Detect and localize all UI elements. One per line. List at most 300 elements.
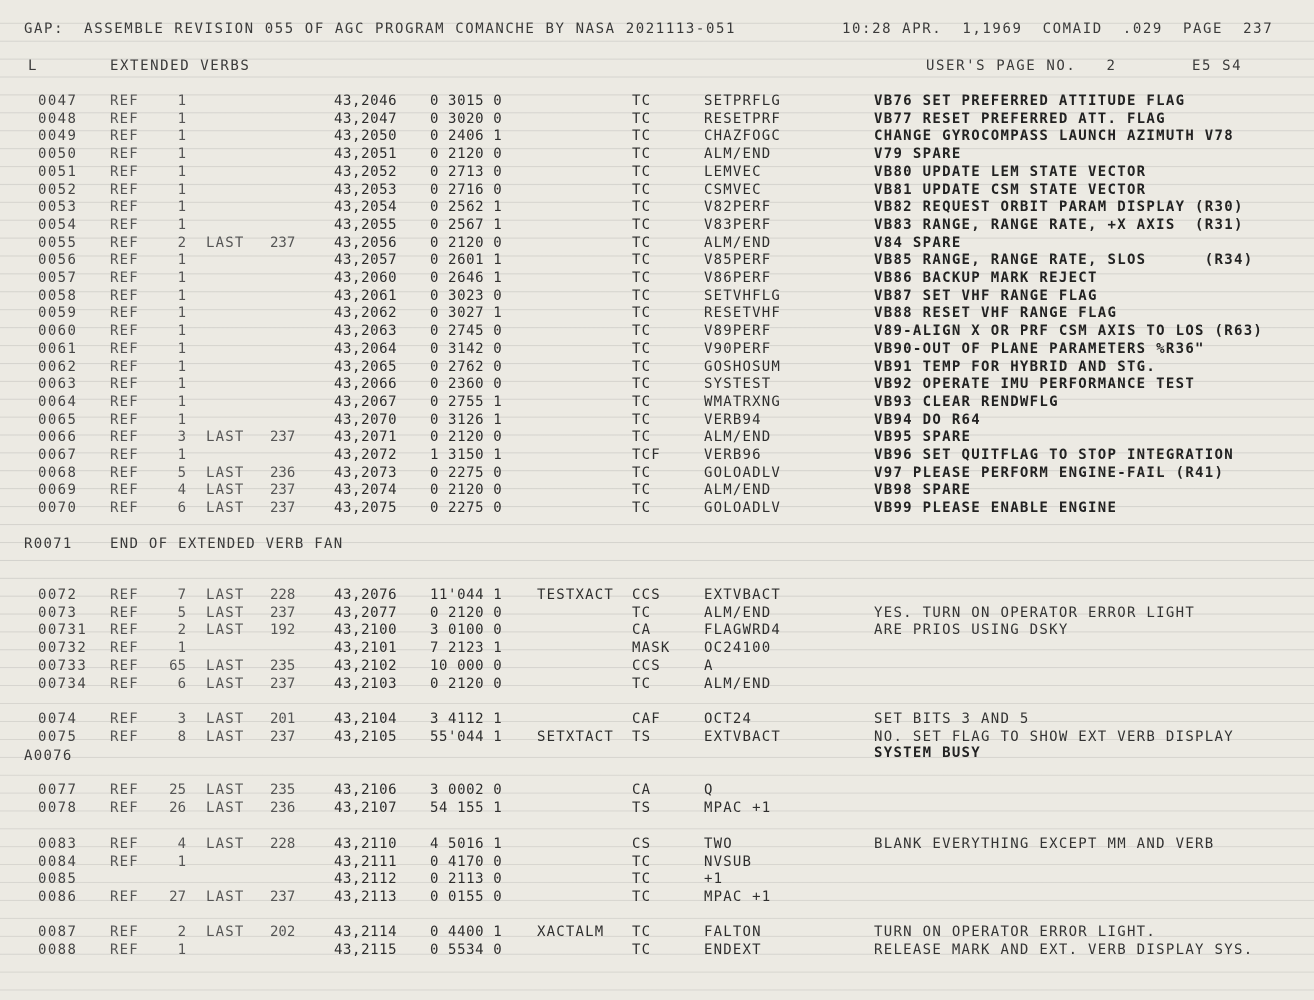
- row-seq: 0059: [38, 305, 78, 322]
- row-addr: 43,2057: [334, 252, 398, 269]
- row-addr: 43,2064: [334, 340, 398, 357]
- row-cmt: VB96 SET QUITFLAG TO STOP INTEGRATION: [874, 447, 1234, 463]
- listing-row: [0, 270, 1314, 288]
- row-seq: 0064: [38, 393, 78, 410]
- row-op: TC: [632, 393, 652, 410]
- row-pg: 236: [270, 799, 296, 816]
- row-operand: V90PERF: [704, 340, 772, 357]
- row-cmt: NO. SET FLAG TO SHOW EXT VERB DISPLAY: [874, 728, 1234, 745]
- row-cnt: 3: [177, 711, 186, 727]
- listing-row: [0, 146, 1314, 164]
- row-addr: 43,2065: [334, 358, 398, 375]
- row-pg: 237: [270, 234, 296, 251]
- row-cmt: VB81 UPDATE CSM STATE VECTOR: [874, 181, 1147, 198]
- row-addr: 43,2050: [334, 128, 398, 145]
- row-cnt: 1: [177, 447, 186, 463]
- row-code: 1 3150 1: [430, 447, 503, 463]
- row-ref: REF: [110, 464, 139, 481]
- row-addr: 43,2071: [334, 429, 398, 446]
- row-cmt: VB80 UPDATE LEM STATE VECTOR: [874, 163, 1147, 180]
- listing-row: [0, 359, 1314, 377]
- row-cnt: 1: [177, 199, 186, 216]
- row-seq: 0062: [38, 358, 78, 375]
- row-operand: ALM/END: [704, 234, 772, 251]
- row-operand: EXTVBACT: [704, 587, 782, 603]
- row-cmt: VB76 SET PREFERRED ATTITUDE FLAG: [874, 93, 1186, 109]
- row-code: 0 3020 0: [430, 110, 503, 127]
- listing-row: [0, 93, 1314, 111]
- row-operand: OCT24: [704, 711, 753, 727]
- row-code: 0 3023 0: [430, 287, 503, 304]
- row-cnt: 2: [177, 924, 186, 940]
- row-code: 0 2120 0: [430, 146, 503, 163]
- row-addr: 43,2051: [334, 146, 398, 163]
- row-cmt: VB94 DO R64: [874, 411, 982, 428]
- row-operand: FALTON: [704, 924, 762, 940]
- row-code: 0 2567 1: [430, 216, 503, 233]
- row-seq: 0088: [38, 941, 78, 958]
- row-ref: REF: [110, 234, 139, 251]
- row-code: 3 4112 1: [430, 711, 503, 727]
- row-ref: REF: [110, 216, 139, 233]
- row-addr: 43,2055: [334, 216, 398, 233]
- row-cmt: VB77 RESET PREFERRED ATT. FLAG: [874, 110, 1166, 127]
- row-operand: ALM/END: [704, 604, 772, 621]
- listing-row: [0, 252, 1314, 270]
- listing-row: [0, 429, 1314, 447]
- row-seq: 0055: [38, 234, 78, 251]
- row-operand: WMATRXNG: [704, 393, 782, 410]
- row-seq: 00734: [38, 675, 88, 692]
- row-addr: 43,2114: [334, 924, 398, 940]
- remark-comment: SYSTEM BUSY: [874, 745, 982, 761]
- row-op: TC: [632, 924, 652, 940]
- row-code: 4 5016 1: [430, 836, 503, 852]
- row-last: LAST: [206, 500, 245, 517]
- row-cnt: 1: [177, 941, 186, 958]
- row-pg: 237: [270, 429, 296, 446]
- row-seq: 0050: [38, 146, 78, 163]
- row-cnt: 7: [177, 587, 186, 603]
- row-seq: 0051: [38, 163, 78, 180]
- remark-text: END OF EXTENDED VERB FAN: [110, 536, 344, 552]
- row-operand: ALM/END: [704, 482, 772, 499]
- row-cnt: 4: [177, 836, 186, 852]
- listing-row: [0, 111, 1314, 129]
- row-cnt: 2: [177, 234, 186, 251]
- row-operand: A: [704, 657, 714, 674]
- row-addr: 43,2107: [334, 799, 398, 816]
- row-addr: 43,2076: [334, 587, 398, 603]
- row-cmt: SET BITS 3 AND 5: [874, 711, 1030, 727]
- row-last: LAST: [206, 782, 245, 798]
- row-ref: REF: [110, 340, 139, 357]
- row-code: 0 2120 0: [430, 604, 503, 621]
- listing-row: [0, 711, 1314, 729]
- row-op: TC: [632, 889, 652, 906]
- row-ref: REF: [110, 429, 139, 446]
- row-cmt: VB91 TEMP FOR HYBRID AND STG.: [874, 358, 1157, 375]
- row-last: LAST: [206, 924, 245, 940]
- row-operand: V85PERF: [704, 252, 772, 269]
- row-addr: 43,2115: [334, 941, 398, 958]
- row-cmt: VB92 OPERATE IMU PERFORMANCE TEST: [874, 376, 1196, 393]
- row-last: LAST: [206, 604, 245, 621]
- row-op: TC: [632, 163, 652, 180]
- row-cnt: 1: [177, 411, 186, 428]
- row-cnt: 1: [177, 146, 186, 163]
- row-ref: REF: [110, 941, 139, 958]
- row-pg: 228: [270, 836, 296, 852]
- row-ref: REF: [110, 358, 139, 375]
- header-tag: E5 S4: [1192, 58, 1243, 74]
- row-cmt: VB90-OUT OF PLANE PARAMETERS %R36": [874, 340, 1205, 357]
- row-operand: ALM/END: [704, 675, 772, 692]
- row-op: TC: [632, 287, 652, 304]
- row-code: 0 2360 0: [430, 376, 503, 393]
- row-cnt: 26: [169, 799, 186, 816]
- row-addr: 43,2104: [334, 711, 398, 727]
- listing-row: [0, 836, 1314, 854]
- row-addr: 43,2062: [334, 305, 398, 322]
- row-code: 11'044 1: [430, 587, 503, 603]
- row-cmt: RELEASE MARK AND EXT. VERB DISPLAY SYS.: [874, 941, 1254, 958]
- row-operand: VERB96: [704, 447, 762, 463]
- row-code: 0 2601 1: [430, 252, 503, 269]
- row-cnt: 1: [177, 252, 186, 269]
- row-code: 0 2120 0: [430, 429, 503, 446]
- row-seq: 0072: [38, 587, 78, 603]
- row-seq: 0075: [38, 728, 78, 745]
- row-seq: 0084: [38, 853, 78, 870]
- listing-row: [0, 235, 1314, 253]
- row-ref: REF: [110, 146, 139, 163]
- row-code: 0 2762 0: [430, 358, 503, 375]
- row-operand: V82PERF: [704, 199, 772, 216]
- row-seq: 0063: [38, 376, 78, 393]
- row-addr: 43,2066: [334, 376, 398, 393]
- row-ref: REF: [110, 393, 139, 410]
- row-ref: REF: [110, 853, 139, 870]
- row-op: CAF: [632, 711, 661, 727]
- row-cmt: VB87 SET VHF RANGE FLAG: [874, 287, 1098, 304]
- row-addr: 43,2110: [334, 836, 398, 852]
- row-op: TC: [632, 323, 652, 340]
- row-code: 0 3027 1: [430, 305, 503, 322]
- listing-row: [0, 800, 1314, 818]
- row-ref: REF: [110, 500, 139, 517]
- row-addr: 43,2063: [334, 323, 398, 340]
- row-last: LAST: [206, 836, 245, 852]
- row-pg: 228: [270, 587, 296, 603]
- row-pg: 237: [270, 604, 296, 621]
- row-seq: 0054: [38, 216, 78, 233]
- row-ref: REF: [110, 889, 139, 906]
- row-cmt: VB93 CLEAR RENDWFLG: [874, 393, 1059, 410]
- row-ref: REF: [110, 587, 139, 603]
- row-code: 55'044 1: [430, 728, 503, 745]
- section-title: EXTENDED VERBS: [110, 58, 251, 74]
- row-operand: VERB94: [704, 411, 762, 428]
- row-addr: 43,2061: [334, 287, 398, 304]
- row-operand: +1: [704, 871, 724, 888]
- row-cmt: VB95 SPARE: [874, 429, 972, 446]
- row-op: TC: [632, 305, 652, 322]
- row-cnt: 65: [169, 657, 186, 674]
- row-ref: REF: [110, 447, 139, 463]
- listing-row: [0, 199, 1314, 217]
- remark-seq: A0076: [24, 748, 73, 764]
- listing-row: [0, 482, 1314, 500]
- listing-row: [0, 128, 1314, 146]
- row-code: 7 2123 1: [430, 640, 503, 657]
- listing-row: [0, 394, 1314, 412]
- row-operand: V89PERF: [704, 323, 772, 340]
- row-op: TC: [632, 871, 652, 888]
- row-operand: SETVHFLG: [704, 287, 782, 304]
- row-seq: 0068: [38, 464, 78, 481]
- row-last: LAST: [206, 464, 245, 481]
- row-ref: REF: [110, 711, 139, 727]
- row-cmt: VB85 RANGE, RANGE RATE, SLOS (R34): [874, 252, 1254, 269]
- row-operand: MPAC +1: [704, 799, 772, 816]
- listing-row: [0, 605, 1314, 623]
- row-ref: REF: [110, 604, 139, 621]
- row-cnt: 5: [177, 604, 186, 621]
- row-operand: V86PERF: [704, 270, 772, 286]
- row-ref: REF: [110, 799, 139, 816]
- row-operand: SETPRFLG: [704, 93, 782, 109]
- row-addr: 43,2103: [334, 675, 398, 692]
- row-pg: 236: [270, 464, 296, 481]
- row-addr: 43,2052: [334, 163, 398, 180]
- row-code: 0 2120 0: [430, 675, 503, 692]
- row-seq: 0057: [38, 270, 78, 286]
- row-cnt: 1: [177, 128, 186, 145]
- row-pg: 235: [270, 782, 296, 798]
- row-ref: REF: [110, 675, 139, 692]
- row-addr: 43,2074: [334, 482, 398, 499]
- row-code: 0 5534 0: [430, 941, 503, 958]
- row-ref: REF: [110, 924, 139, 940]
- row-operand: CHAZFOGC: [704, 128, 782, 145]
- row-cnt: 1: [177, 853, 186, 870]
- row-addr: 43,2056: [334, 234, 398, 251]
- row-op: CCS: [632, 587, 661, 603]
- row-seq: 0077: [38, 782, 78, 798]
- row-code: 0 3142 0: [430, 340, 503, 357]
- row-lbl: SETXTACT: [537, 728, 615, 745]
- row-code: 0 0155 0: [430, 889, 503, 906]
- row-ref: REF: [110, 128, 139, 145]
- row-operand: TWO: [704, 836, 733, 852]
- listing-row: [0, 924, 1314, 942]
- row-code: 0 2275 0: [430, 464, 503, 481]
- row-seq: 0067: [38, 447, 78, 463]
- row-seq: 00732: [38, 640, 88, 657]
- row-code: 0 3015 0: [430, 93, 503, 109]
- row-cnt: 1: [177, 270, 186, 286]
- row-addr: 43,2102: [334, 657, 398, 674]
- row-ref: REF: [110, 270, 139, 286]
- users-page-number: USER'S PAGE NO. 2: [926, 58, 1117, 74]
- row-last: LAST: [206, 728, 245, 745]
- row-seq: 0053: [38, 199, 78, 216]
- row-addr: 43,2100: [334, 622, 398, 639]
- row-cmt: V84 SPARE: [874, 234, 962, 251]
- row-addr: 43,2067: [334, 393, 398, 410]
- row-addr: 43,2075: [334, 500, 398, 517]
- row-operand: RESETPRF: [704, 110, 782, 127]
- row-code: 54 155 1: [430, 799, 503, 816]
- row-op: TC: [632, 234, 652, 251]
- row-pg: 192: [270, 622, 296, 639]
- listing-row: [0, 323, 1314, 341]
- row-operand: FLAGWRD4: [704, 622, 782, 639]
- row-op: CS: [632, 836, 652, 852]
- row-code: 0 2745 0: [430, 323, 503, 340]
- row-ref: REF: [110, 163, 139, 180]
- row-last: LAST: [206, 657, 245, 674]
- row-ref: REF: [110, 657, 139, 674]
- row-ref: REF: [110, 728, 139, 745]
- row-last: LAST: [206, 675, 245, 692]
- row-ref: REF: [110, 305, 139, 322]
- row-code: 3 0100 0: [430, 622, 503, 639]
- row-ref: REF: [110, 252, 139, 269]
- row-cmt: VB88 RESET VHF RANGE FLAG: [874, 305, 1118, 322]
- row-operand: GOLOADLV: [704, 464, 782, 481]
- row-operand: LEMVEC: [704, 163, 762, 180]
- listing-row: [0, 782, 1314, 800]
- row-operand: ALM/END: [704, 146, 772, 163]
- row-addr: 43,2053: [334, 181, 398, 198]
- row-seq: 0047: [38, 93, 78, 109]
- row-pg: 235: [270, 657, 296, 674]
- row-op: TC: [632, 340, 652, 357]
- row-ref: REF: [110, 482, 139, 499]
- row-op: TC: [632, 376, 652, 393]
- row-cnt: 1: [177, 287, 186, 304]
- row-op: TC: [632, 270, 652, 286]
- row-seq: 0066: [38, 429, 78, 446]
- row-op: TS: [632, 728, 652, 745]
- row-addr: 43,2113: [334, 889, 398, 906]
- row-pg: 237: [270, 675, 296, 692]
- listing-row: [0, 288, 1314, 306]
- row-ref: REF: [110, 287, 139, 304]
- header-marker: L: [28, 58, 39, 74]
- row-op: TS: [632, 799, 652, 816]
- row-cnt: 1: [177, 323, 186, 340]
- row-operand: V83PERF: [704, 216, 772, 233]
- row-cmt: VB86 BACKUP MARK REJECT: [874, 270, 1098, 286]
- row-addr: 43,2047: [334, 110, 398, 127]
- row-cnt: 5: [177, 464, 186, 481]
- listing-row: [0, 942, 1314, 960]
- row-code: 0 2113 0: [430, 871, 503, 888]
- row-code: 0 2755 1: [430, 393, 503, 410]
- row-addr: 43,2070: [334, 411, 398, 428]
- row-seq: 0049: [38, 128, 78, 145]
- listing-row: [0, 412, 1314, 430]
- row-seq: 0087: [38, 924, 78, 940]
- listing-row: [0, 164, 1314, 182]
- row-seq: 0073: [38, 604, 78, 621]
- row-cmt: TURN ON OPERATOR ERROR LIGHT.: [874, 924, 1157, 940]
- listing-row: [0, 622, 1314, 640]
- row-ref: REF: [110, 640, 139, 657]
- row-cmt: VB82 REQUEST ORBIT PARAM DISPLAY (R30): [874, 199, 1244, 216]
- row-seq: 0065: [38, 411, 78, 428]
- row-last: LAST: [206, 889, 245, 906]
- row-ref: REF: [110, 181, 139, 198]
- row-op: TC: [632, 464, 652, 481]
- row-operand: EXTVBACT: [704, 728, 782, 745]
- row-operand: GOLOADLV: [704, 500, 782, 517]
- row-cnt: 6: [177, 675, 186, 692]
- row-cmt: V97 PLEASE PERFORM ENGINE-FAIL (R41): [874, 464, 1225, 481]
- row-code: 10 000 0: [430, 657, 503, 674]
- row-addr: 43,2111: [334, 853, 398, 870]
- row-code: 0 4170 0: [430, 853, 503, 870]
- row-seq: 0069: [38, 482, 78, 499]
- row-cnt: 1: [177, 163, 186, 180]
- row-cnt: 1: [177, 216, 186, 233]
- row-addr: 43,2105: [334, 728, 398, 745]
- listing-row: [0, 854, 1314, 872]
- row-pg: 202: [270, 924, 296, 940]
- row-lbl: TESTXACT: [537, 587, 615, 603]
- row-cnt: 1: [177, 358, 186, 375]
- row-cnt: 1: [177, 110, 186, 127]
- row-cmt: CHANGE GYROCOMPASS LAUNCH AZIMUTH V78: [874, 128, 1234, 145]
- row-op: MASK: [632, 640, 671, 657]
- row-op: TC: [632, 128, 652, 145]
- row-pg: 237: [270, 482, 296, 499]
- row-pg: 201: [270, 711, 296, 727]
- row-op: TC: [632, 853, 652, 870]
- row-seq: 0085: [38, 871, 78, 888]
- row-op: TC: [632, 110, 652, 127]
- row-addr: 43,2112: [334, 871, 398, 888]
- row-seq: 0086: [38, 889, 78, 906]
- listing-row: [0, 500, 1314, 518]
- row-operand: ALM/END: [704, 429, 772, 446]
- row-code: 0 2713 0: [430, 163, 503, 180]
- row-operand: ENDEXT: [704, 941, 762, 958]
- row-cnt: 4: [177, 482, 186, 499]
- listing-row: [0, 376, 1314, 394]
- row-operand: OC24100: [704, 640, 772, 657]
- row-seq: 0083: [38, 836, 78, 852]
- row-code: 0 2120 0: [430, 482, 503, 499]
- row-pg: 237: [270, 500, 296, 517]
- row-ref: REF: [110, 323, 139, 340]
- row-code: 0 3126 1: [430, 411, 503, 428]
- row-op: TC: [632, 216, 652, 233]
- row-operand: Q: [704, 782, 714, 798]
- row-cmt: BLANK EVERYTHING EXCEPT MM AND VERB: [874, 836, 1215, 852]
- row-cnt: 1: [177, 640, 186, 657]
- row-code: 0 2646 1: [430, 270, 503, 286]
- row-code: 0 2120 0: [430, 234, 503, 251]
- row-op: TC: [632, 482, 652, 499]
- listing-row: [0, 587, 1314, 605]
- row-cmt: V79 SPARE: [874, 146, 962, 163]
- row-addr: 43,2054: [334, 199, 398, 216]
- row-lbl: XACTALM: [537, 924, 605, 940]
